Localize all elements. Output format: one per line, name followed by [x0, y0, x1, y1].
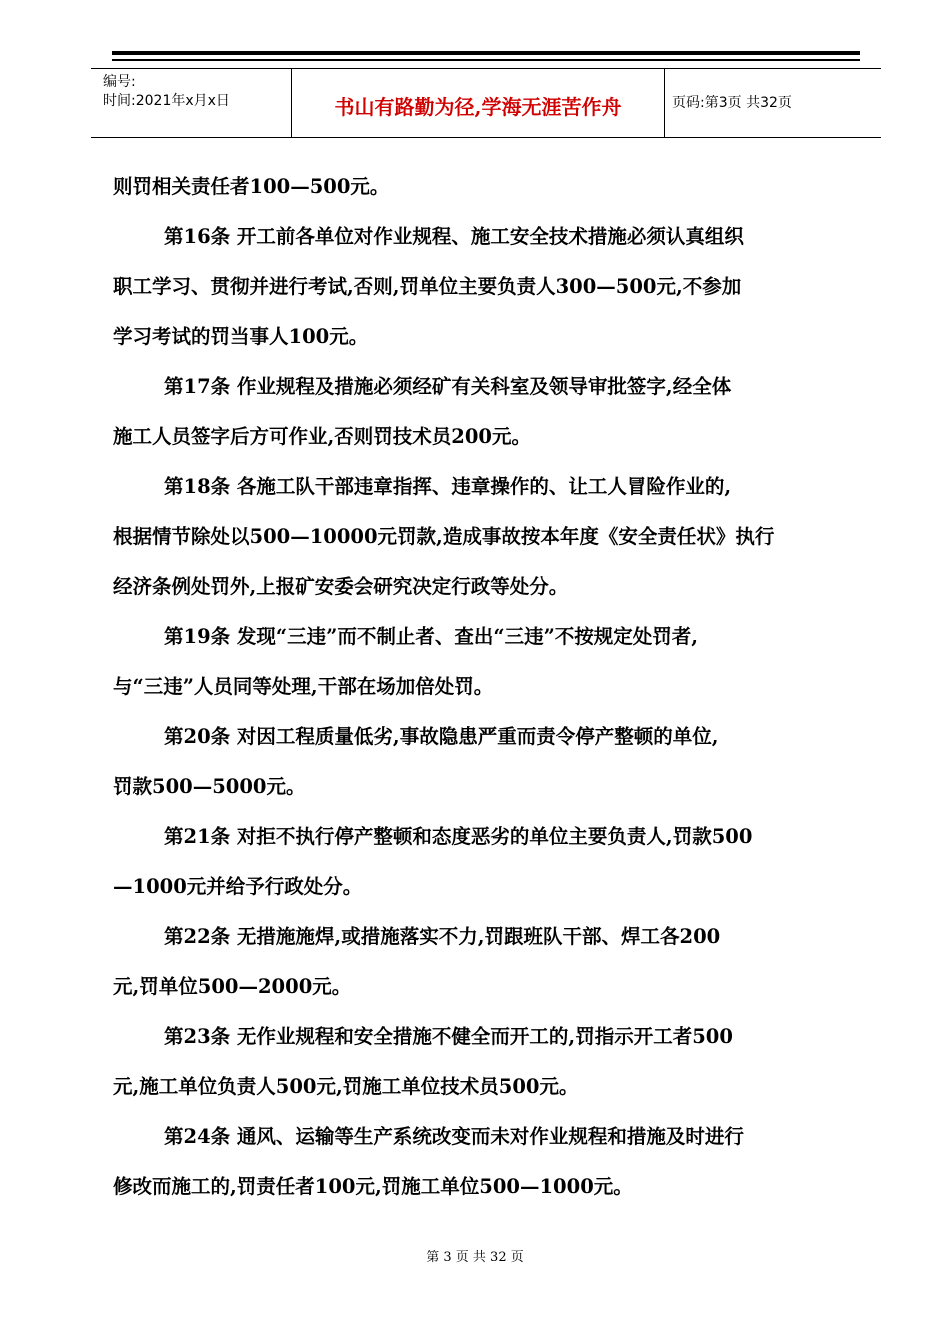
header-rule-thin: [112, 59, 860, 61]
article-22-line: 第22条 无措施施焊,或措施落实不力,罚跟班队干部、焊工各200: [164, 925, 721, 948]
header-rule-thick: [112, 51, 860, 55]
article-19-line: 第19条 发现“三违”而不制止者、查出“三违”不按规定处罚者,: [164, 625, 699, 648]
header-left-cell: [91, 69, 291, 137]
body-line: 元,罚单位500—2000元。: [113, 975, 352, 998]
article-17-line: 第17条 作业规程及措施必须经矿有关科室及领导审批签字,经全体: [164, 375, 732, 398]
article-20-line: 第20条 对因工程质量低劣,事故隐患严重而责令停产整顿的单位,: [164, 725, 719, 748]
body-line: 罚款500—5000元。: [113, 775, 306, 798]
body-line: 施工人员签字后方可作业,否则罚技术员200元。: [113, 425, 531, 448]
body-line: —1000元并给予行政处分。: [113, 875, 363, 898]
header-right-cell: [664, 69, 881, 137]
article-18-line: 第18条 各施工队干部违章指挥、违章操作的、让工人冒险作业的,: [164, 475, 732, 498]
page-header: [91, 68, 881, 138]
document-number-label: 编号:: [103, 74, 136, 90]
document-time-label: 时间:2021年x月x日: [103, 93, 230, 109]
body-line: 则罚相关责任者100—500元。: [113, 175, 390, 198]
body-line: 根据情节除处以500—10000元罚款,造成事故按本年度《安全责任状》执行: [113, 525, 775, 548]
article-24-line: 第24条 通风、运输等生产系统改变而未对作业规程和措施及时进行: [164, 1125, 744, 1148]
body-line: 经济条例处罚外,上报矿安委会研究决定行政等处分。: [113, 575, 569, 598]
document-body: [113, 162, 861, 1212]
article-16-line: 第16条 开工前各单位对作业规程、施工安全技术措施必须认真组织: [164, 225, 744, 248]
body-line: 职工学习、贯彻并进行考试,否则,罚单位主要负责人300—500元,不参加: [113, 275, 742, 298]
header-motto: 书山有路勤为径,学海无涯苦作舟: [334, 95, 622, 119]
body-line: 修改而施工的,罚责任者100元,罚施工单位500—1000元。: [113, 1175, 633, 1198]
body-line: 学习考试的罚当事人100元。: [113, 325, 369, 348]
body-line: 与“三违”人员同等处理,干部在场加倍处罚。: [113, 675, 494, 698]
article-23-line: 第23条 无作业规程和安全措施不健全而开工的,罚指示开工者500: [164, 1025, 733, 1048]
page-footer: 第 3 页 共 32 页: [426, 1250, 524, 1265]
body-line: 元,施工单位负责人500元,罚施工单位技术员500元。: [113, 1075, 579, 1098]
header-motto-cell: [291, 69, 665, 137]
article-21-line: 第21条 对拒不执行停产整顿和态度恶劣的单位主要负责人,罚款500: [164, 825, 753, 848]
header-page-label: 页码:第3页 共32页: [672, 95, 792, 111]
